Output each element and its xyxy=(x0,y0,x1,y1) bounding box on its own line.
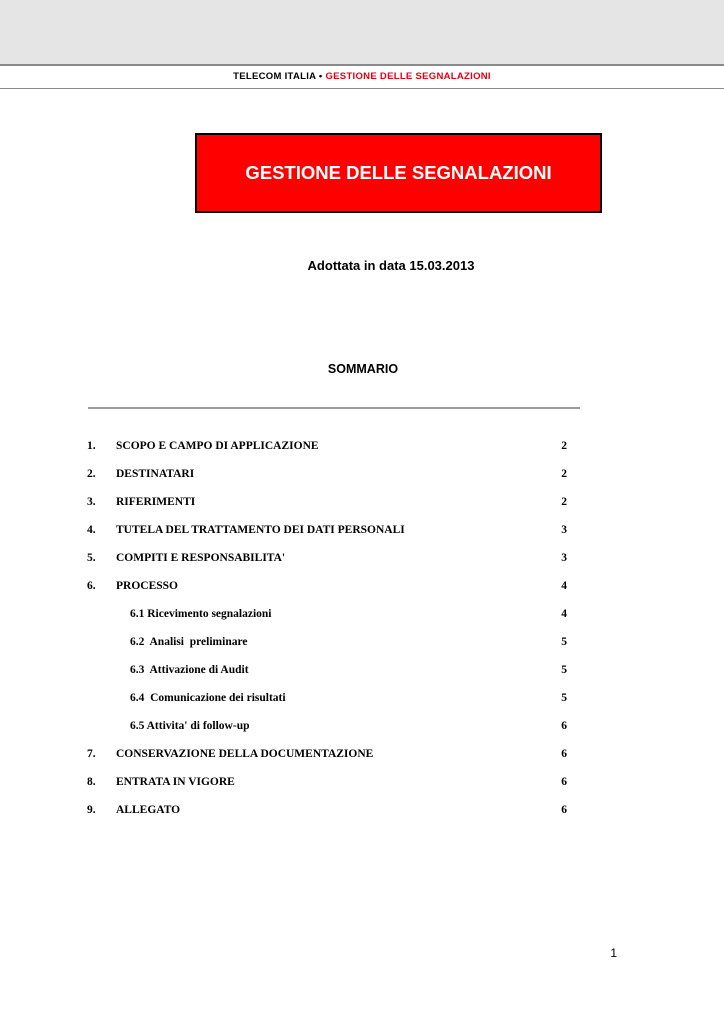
toc-entry[interactable] xyxy=(0,496,724,514)
toc-entry[interactable] xyxy=(0,608,724,626)
toc-entry-label: TUTELA DEL TRATTAMENTO DEI DATI PERSONALI xyxy=(116,524,405,536)
toc-entry-page: 6 xyxy=(561,776,567,788)
running-header xyxy=(0,66,724,88)
toc-entry-label: 6.2 Analisi preliminare xyxy=(130,636,248,648)
summary-heading-text: SOMMARIO xyxy=(327,362,399,376)
toc-entry-page: 6 xyxy=(561,804,567,816)
toc-entry-page: 5 xyxy=(561,692,567,704)
toc-entry[interactable] xyxy=(0,468,724,486)
toc-entry-number: 3. xyxy=(87,496,96,508)
toc-entry-page: 2 xyxy=(561,440,567,452)
header-company: TELECOM ITALIA xyxy=(233,71,316,82)
toc-entry[interactable] xyxy=(0,636,724,654)
header-separator: • xyxy=(315,71,326,82)
toc-entry-label: CONSERVAZIONE DELLA DOCUMENTAZIONE xyxy=(116,748,374,760)
toc-entry[interactable] xyxy=(0,720,724,738)
summary-divider xyxy=(88,407,580,409)
adoption-date-text: Adottata in data 15.03.2013 xyxy=(307,258,475,273)
toc-entry[interactable] xyxy=(0,580,724,598)
toc-entry[interactable] xyxy=(0,552,724,570)
summary-heading xyxy=(0,362,724,376)
toc-entry-label: ENTRATA IN VIGORE xyxy=(116,776,235,788)
toc-entry-number: 2. xyxy=(87,468,96,480)
toc-entry[interactable] xyxy=(0,524,724,542)
toc-entry-number: 8. xyxy=(87,776,96,788)
toc-entry[interactable] xyxy=(0,776,724,794)
toc-entry-label: COMPITI E RESPONSABILITA' xyxy=(116,552,286,564)
toc-entry-number: 9. xyxy=(87,804,96,816)
toc-entry-page: 3 xyxy=(561,524,567,536)
document-title: GESTIONE DELLE SEGNALAZIONI xyxy=(245,162,552,183)
toc-entry-page: 2 xyxy=(561,496,567,508)
toc-entry-number: 1. xyxy=(87,440,96,452)
toc-entry-page: 5 xyxy=(561,636,567,648)
title-box xyxy=(195,133,602,213)
adoption-date-line xyxy=(0,258,724,273)
toc-entry[interactable] xyxy=(0,664,724,682)
toc-entry-number: 6. xyxy=(87,580,96,592)
toc-entry-label: ALLEGATO xyxy=(116,804,181,816)
toc-entry[interactable] xyxy=(0,440,724,458)
toc-entry-number: 5. xyxy=(87,552,96,564)
toc-entry-label: PROCESSO xyxy=(116,580,178,592)
toc-entry-page: 2 xyxy=(561,468,567,480)
toc-entry-label: SCOPO E CAMPO DI APPLICAZIONE xyxy=(116,440,319,452)
toc-entry-label: 6.1 Ricevimento segnalazioni xyxy=(130,608,272,620)
toc-entry-label: 6.5 Attivita' di follow-up xyxy=(130,720,250,732)
toc-entry-page: 3 xyxy=(561,552,567,564)
toc-entry-page: 6 xyxy=(561,748,567,760)
header-doc-name: GESTIONE DELLE SEGNALAZIONI xyxy=(325,71,491,82)
toc-entry-page: 6 xyxy=(561,720,567,732)
toc-entry[interactable] xyxy=(0,748,724,766)
toc-entry-label: DESTINATARI xyxy=(116,468,195,480)
toc-entry-number: 4. xyxy=(87,524,96,536)
header-divider xyxy=(0,88,724,89)
toc-entry[interactable] xyxy=(0,692,724,710)
toc-entry[interactable] xyxy=(0,804,724,822)
toc-entry-page: 5 xyxy=(561,664,567,676)
page-number: 1 xyxy=(610,946,617,960)
toc-entry-label: RIFERIMENTI xyxy=(116,496,196,508)
toc-entry-label: 6.4 Comunicazione dei risultati xyxy=(130,692,286,704)
top-margin-band xyxy=(0,0,724,64)
toc-entry-label: 6.3 Attivazione di Audit xyxy=(130,664,249,676)
toc-entry-page: 4 xyxy=(561,608,567,620)
toc-entry-number: 7. xyxy=(87,748,96,760)
toc-entry-page: 4 xyxy=(561,580,567,592)
